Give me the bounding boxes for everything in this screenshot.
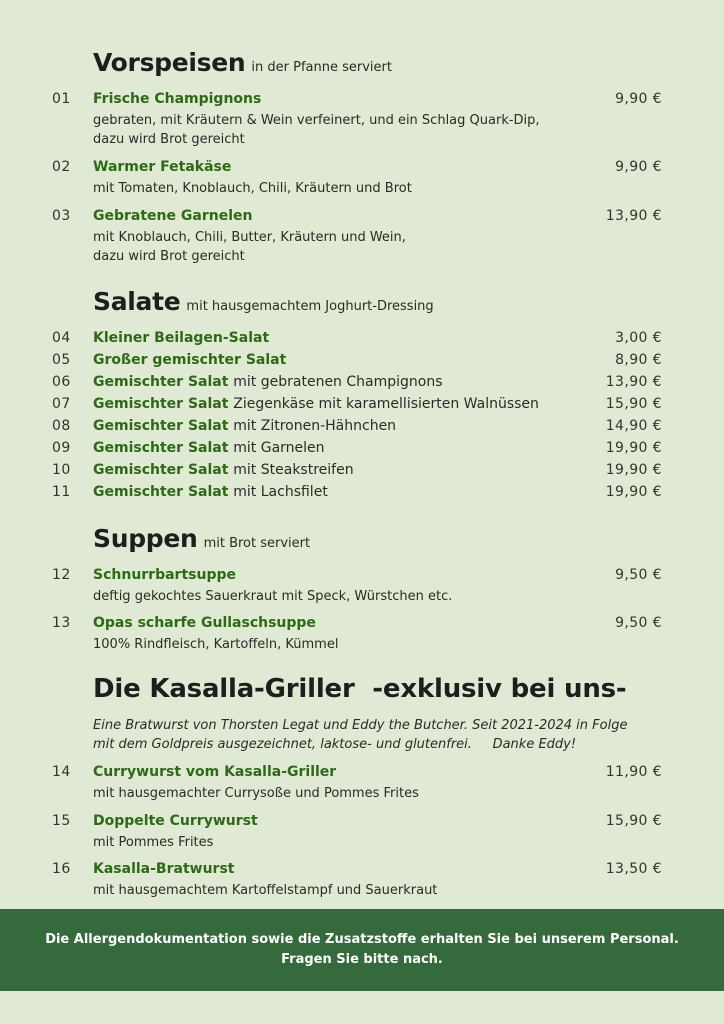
item-name-text: Gemischter Salat [93, 396, 229, 412]
item-name-suffix: mit Zitronen-Hähnchen [233, 418, 397, 434]
item-description [93, 179, 563, 198]
item-name [93, 462, 354, 478]
item-name-suffix: mit gebratenen Champignons [233, 374, 443, 390]
item-description [93, 635, 563, 654]
item-name-suffix: mit Lachsfilet [233, 484, 328, 500]
item-name [93, 418, 396, 434]
item-number: 04 [52, 330, 71, 346]
item-price: 19,90 € [605, 462, 662, 478]
description-line: deftig gekochtes Sauerkraut mit Speck, Würstchen etc. [93, 589, 453, 604]
item-number: 08 [52, 418, 71, 434]
item-name-suffix: mit Garnelen [233, 440, 325, 456]
item-price: 9,90 € [615, 159, 662, 175]
item-name-text: Gemischter Salat [93, 374, 229, 390]
item-number: 15 [52, 813, 71, 829]
section-title: Salate [93, 287, 181, 316]
item-number: 16 [52, 861, 71, 877]
item-description [93, 881, 563, 900]
section-subtitle: mit Brot serviert [203, 536, 311, 551]
item-number: 10 [52, 462, 71, 478]
section-subtitle: mit hausgemachtem Joghurt-Dressing [186, 299, 434, 314]
item-name [93, 396, 539, 412]
item-price: 3,00 € [615, 330, 662, 346]
item-number: 12 [52, 567, 71, 583]
item-name [93, 352, 286, 368]
item-name-text: Gemischter Salat [93, 462, 229, 478]
item-name: Gebratene Garnelen [93, 208, 253, 224]
item-name: Frische Champignons [93, 91, 262, 107]
item-price: 19,90 € [605, 440, 662, 456]
item-name-text: Gemischter Salat [93, 418, 229, 434]
footer-line: Die Allergendokumentation sowie die Zusatzstoffe erhalten Sie bei unserem Personal. [45, 932, 679, 947]
section-subtitle: in der Pfanne serviert [251, 60, 392, 75]
item-description [93, 833, 563, 852]
description-line: mit Tomaten, Knoblauch, Chili, Kräutern und Brot [93, 181, 412, 196]
item-name [93, 374, 443, 390]
item-description [93, 228, 563, 266]
description-line: dazu wird Brot gereicht [93, 249, 245, 264]
item-name-text: Gemischter Salat [93, 484, 229, 500]
description-line: 100% Rindfleisch, Kartoffeln, Kümmel [93, 637, 339, 652]
description-line: mit hausgemachtem Kartoffelstampf und Sauerkraut [93, 883, 438, 898]
item-number: 11 [52, 484, 71, 500]
item-name: Doppelte Currywurst [93, 813, 258, 829]
item-name: Opas scharfe Gullaschsuppe [93, 615, 316, 631]
item-name-text: Großer gemischter Salat [93, 352, 287, 368]
item-price: 14,90 € [605, 418, 662, 434]
item-number: 09 [52, 440, 71, 456]
item-price: 15,90 € [605, 813, 662, 829]
item-name [93, 440, 325, 456]
item-number: 02 [52, 159, 71, 175]
item-name [93, 484, 328, 500]
item-name: Currywurst vom Kasalla-Griller [93, 764, 337, 780]
item-number: 14 [52, 764, 71, 780]
description-line: mit Knoblauch, Chili, Butter, Kräutern und Wein, [93, 230, 406, 245]
item-name-suffix: mit Steakstreifen [233, 462, 354, 478]
section-heading-vorspeisen [93, 48, 392, 77]
item-price: 13,90 € [605, 374, 662, 390]
item-description [93, 587, 563, 606]
item-number: 07 [52, 396, 71, 412]
item-price: 19,90 € [605, 484, 662, 500]
griller-intro [93, 716, 627, 754]
item-number: 05 [52, 352, 71, 368]
description-line: mit hausgemachter Currysoße und Pommes Frites [93, 786, 419, 801]
item-number: 13 [52, 615, 71, 631]
item-price: 9,50 € [615, 615, 662, 631]
section-heading-griller [93, 674, 627, 704]
item-price: 11,90 € [605, 764, 662, 780]
item-description [93, 111, 563, 149]
item-price: 13,90 € [605, 208, 662, 224]
footer-line: Fragen Sie bitte nach. [281, 952, 443, 967]
item-price: 13,50 € [605, 861, 662, 877]
item-description [93, 784, 563, 803]
item-name: Kasalla-Bratwurst [93, 861, 235, 877]
description-line: dazu wird Brot gereicht [93, 132, 245, 147]
section-heading-suppen [93, 524, 310, 553]
intro-line: mit dem Goldpreis ausgezeichnet, laktose- und glutenfrei. Danke Eddy! [93, 737, 577, 752]
section-heading-salate [93, 287, 434, 316]
section-title: Die Kasalla-Griller -exklusiv bei uns- [93, 674, 627, 704]
item-name [93, 330, 269, 346]
item-number: 03 [52, 208, 71, 224]
item-price: 9,90 € [615, 91, 662, 107]
item-name-suffix: Ziegenkäse mit karamellisierten Walnüssen [233, 396, 539, 412]
item-price: 9,50 € [615, 567, 662, 583]
item-price: 8,90 € [615, 352, 662, 368]
section-title: Vorspeisen [93, 48, 246, 77]
allergen-footer [0, 909, 724, 991]
item-name: Warmer Fetakäse [93, 159, 232, 175]
description-line: mit Pommes Frites [93, 835, 214, 850]
item-name-text: Gemischter Salat [93, 440, 229, 456]
item-price: 15,90 € [605, 396, 662, 412]
section-title: Suppen [93, 524, 198, 553]
item-name: Schnurrbartsuppe [93, 567, 236, 583]
item-name-text: Kleiner Beilagen-Salat [93, 330, 270, 346]
item-number: 01 [52, 91, 71, 107]
description-line: gebraten, mit Kräutern & Wein verfeinert, und ein Schlag Quark-Dip, [93, 113, 540, 128]
intro-line: Eine Bratwurst von Thorsten Legat und Eddy the Butcher. Seit 2021-2024 in Folge [93, 718, 628, 733]
item-number: 06 [52, 374, 71, 390]
